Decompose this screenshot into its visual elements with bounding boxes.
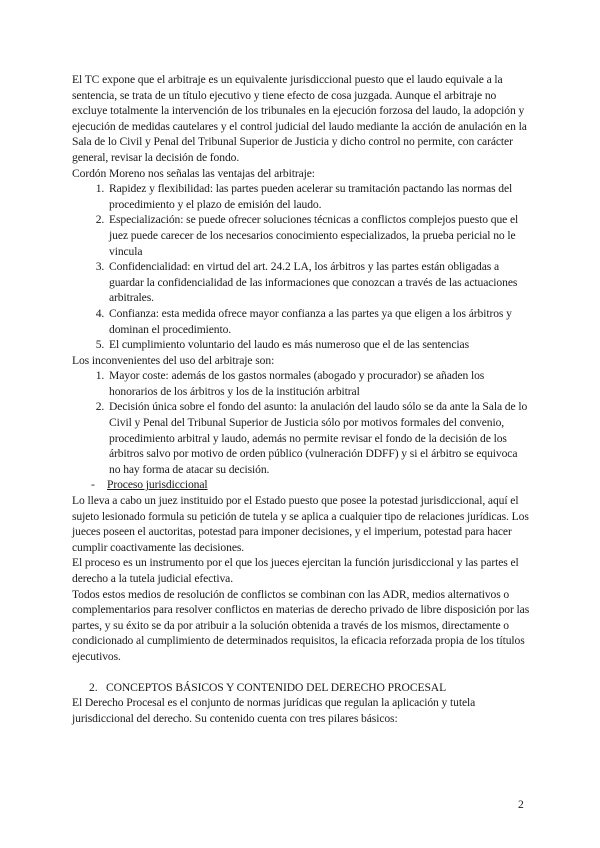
intro-paragraph: El TC expone que el arbitraje es un equivalente jurisdiccional puesto que el laudo equivale a la sentencia, se trata de un título ejecutivo y tiene efecto de cosa juzgada. Aunque el arbitraje no excluye totalmente la intervención de los tribunales en la ejecución forzosa del laudo, la adopción y ejecución de medidas cautelares y el control judicial del laudo mediante la acción de anulación en la Sala de lo Civil y Penal del Tribunal Superior de Justicia y dicho control no permite, con carácter general, revisar la decisión de fondo.	[72, 73, 527, 164]
proceso-paragraph-3: Todos estos medios de resolución de conflictos se combinan con las ADR, medios alternativos o complementarios para resolver conflictos en materias de derecho privado de libre disposición por las partes, y su éxito se da por atribuir a la solución obtenida a través de los mismos, directamente o condicionado al cumplimiento de determinados requisitos, la eficacia reforzada propia de los títulos ejecutivos.	[72, 587, 530, 663]
page-content	[72, 72, 530, 726]
page-number: 2	[518, 798, 524, 811]
ventajas-list	[72, 181, 530, 353]
list-item: 1. Mayor coste: además de los gastos normales (abogado y procurador) se añaden los honorarios de los árbitros y los de la institución arbitral	[107, 368, 530, 399]
proceso-heading-item	[91, 477, 530, 493]
section-2-body: El Derecho Procesal es el conjunto de normas jurídicas que regulan la aplicación y tutela jurisdiccional del derecho. Su contenido cuenta con tres pilares básicos:	[72, 696, 476, 725]
list-item: 2. Especialización: se puede ofrecer soluciones técnicas a conflictos complejos puesto que el juez puede carecer de los necesarios conocimiento especializados, la prueba pericial no le vincula	[107, 212, 530, 259]
section-2-heading	[72, 680, 530, 696]
inconvenientes-intro: Los inconvenientes del uso del arbitraje son:	[72, 353, 275, 367]
section-2-number: 2.	[89, 680, 98, 694]
proceso-heading-list	[72, 477, 530, 493]
list-item: 5. El cumplimiento voluntario del laudo es más numeroso que el de las sentencias	[107, 337, 530, 353]
section-2-title: CONCEPTOS BÁSICOS Y CONTENIDO DEL DERECHO PROCESAL	[106, 680, 447, 694]
proceso-paragraph-1: Lo lleva a cabo un juez instituido por el Estado puesto que posee la potestad jurisdiccional, aquí el sujeto lesionado formula su petición de tutela y se aplica a cualquier tipo de relaciones jurídicas. Los jueces poseen el auctoritas, potestad para imponer decisiones, y el imperium, potestad para hacer cumplir coactivamente las decisiones.	[72, 494, 529, 554]
ventajas-intro: Cordón Moreno nos señalas las ventajas del arbitraje:	[72, 166, 315, 180]
proceso-paragraph-2: El proceso es un instrumento por el que los jueces ejercitan la función jurisdiccional y las partes el derecho a la tutela judicial efectiva.	[72, 556, 519, 585]
list-item: 4. Confianza: esta medida ofrece mayor confianza a las partes ya que eligen a los árbitros y dominan el procedimiento.	[107, 306, 530, 337]
list-item: 2. Decisión única sobre el fondo del asunto: la anulación del laudo sólo se da ante la Sala de lo Civil y Penal del Tribunal Superior de Justicia sólo por motivos formales del convenio, procedimiento arbitral y laudo, además no permite revisar el fondo de la decisión de los árbitros salvo por motivo de orden público (vulneración DDFF) y si el árbitro se equivoca no hay forma de atacar su decisión.	[107, 399, 530, 477]
proceso-heading: Proceso jurisdiccional	[107, 478, 208, 492]
list-item: 3. Confidencialidad: en virtud del art. 24.2 LA, los árbitros y las partes están obligadas a guardar la confidencialidad de las informaciones que conozcan a través de las actuaciones arbitrales.	[107, 259, 530, 306]
dash-marker: -	[91, 478, 95, 492]
list-item: 1. Rapidez y flexibilidad: las partes pueden acelerar su tramitación pactando las normas del procedimiento y el plazo de emisión del laudo.	[107, 181, 530, 212]
inconvenientes-list	[72, 368, 530, 477]
